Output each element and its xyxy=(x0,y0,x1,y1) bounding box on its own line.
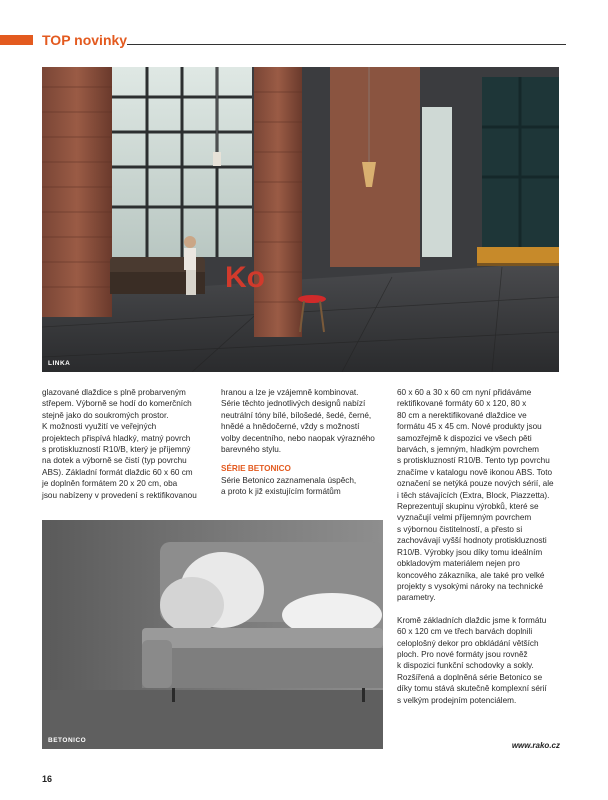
text-line: Rozšířená a doplněná série Betonico se xyxy=(397,672,543,682)
text-line: R10/B. Výrobky jsou díky tomu ideálním xyxy=(397,547,543,557)
text-line: projektech přispívá hladký, matný povrch xyxy=(42,433,191,443)
photo-caption-linka: LINKA xyxy=(48,360,71,367)
column-2-paragraph xyxy=(221,387,383,455)
text-line: Kromě základních dlaždic jsme k formátu xyxy=(397,615,547,625)
text-line: ABS). Základní formát dlaždic 60 x 60 cm xyxy=(42,467,193,477)
text-line: vyznačují velmi příjemným povrchem xyxy=(397,513,532,523)
red-sign-text: Ko xyxy=(225,261,265,294)
text-line: 80 cm a nerektifikované dlaždice ve xyxy=(397,410,527,420)
text-line: parametry. xyxy=(397,593,436,603)
text-line: i těch stávajících (Extra, Block, Piazzetta). xyxy=(397,490,550,500)
loft-interior-photo xyxy=(42,67,559,372)
text-line: s velkým prodejním potenciálem. xyxy=(397,695,517,705)
text-line: celoplošný dekor pro obkládání větších xyxy=(397,638,539,648)
text-line: neutrální tóny bílé, bílošedé, šedé, černé, xyxy=(221,410,372,420)
text-line: volby decentního, nebo naopak výrazného xyxy=(221,433,375,443)
text-line: stejně jako do soukromých prostor. xyxy=(42,410,169,420)
text-line: ploch. Pro nové formáty jsou rovněž xyxy=(397,649,528,659)
text-line: jsou nabízeny v provedení s rektifikovanou xyxy=(42,490,197,500)
header-rule xyxy=(127,44,566,45)
text-line: s výbornou čistitelností, a přesto si xyxy=(397,524,523,534)
text-line: a proto k již existujícím formátům xyxy=(221,487,341,497)
text-column-2 xyxy=(221,387,383,498)
text-line: barevného stylu. xyxy=(221,445,282,455)
section-title: TOP novinky xyxy=(42,32,128,48)
text-line: značíme v katalogu nově ikonou ABS. Toto xyxy=(397,467,553,477)
photo-caption-betonico: BETONICO xyxy=(48,737,87,744)
header-accent-bar xyxy=(0,35,33,45)
text-line: formátu 45 x 45 cm. Nové produkty jsou xyxy=(397,422,542,432)
text-line: s protiskluzností R10/B, který je příjemný xyxy=(42,445,191,455)
text-line: hnědé a hnědočerné, vždy s možností xyxy=(221,422,360,432)
text-line: barvách, s jemným, hladkým povrchem xyxy=(397,445,539,455)
text-line: 60 x 120 cm ve třech barvách doplnili xyxy=(397,627,533,637)
text-line: samozřejmě k dispozici ve všech pěti xyxy=(397,433,532,443)
text-line: k dispozici funkční schodovky a sokly. xyxy=(397,661,534,671)
column-3-paragraph-2 xyxy=(397,615,561,706)
text-line: obkladovým materiálem nejen pro xyxy=(397,559,520,569)
text-line: 60 x 60 a 30 x 60 cm nyní přidáváme xyxy=(397,388,532,397)
text-line: Série těchto jednotlivých designů nabízí xyxy=(221,399,366,409)
text-line: je doplněn formátem 20 x 20 cm, oba xyxy=(42,479,178,489)
text-line: koncového zákazníka, ale také pro velké xyxy=(397,570,545,580)
text-line: Reprezentují skupinu výrobků, které se xyxy=(397,502,539,512)
series-subheading: SÉRIE BETONICO xyxy=(221,464,291,474)
text-line: glazované dlaždice s plně probarveným xyxy=(42,388,186,397)
text-line: zachovávají vyšší hodnoty protiskluznosti xyxy=(397,536,547,546)
column-2-paragraph-betonico xyxy=(221,475,383,498)
text-line: označení se netýká pouze nových sérií, ale xyxy=(397,479,554,489)
text-line: projekty s vysokými nároky na technické xyxy=(397,581,544,591)
column-1-paragraph xyxy=(42,387,210,501)
text-line: rektifikované formáty 60 x 120, 80 x xyxy=(397,399,527,409)
text-line: střepem. Výborně se hodí do komerčních xyxy=(42,399,192,409)
website-link[interactable]: www.rako.cz xyxy=(511,741,560,750)
text-line: K možnosti využití ve veřejných xyxy=(42,422,157,432)
text-line: na dotek a výborně se čistí (typ povrchu xyxy=(42,456,187,466)
text-column-3 xyxy=(397,387,561,706)
text-line: díky tomu stává skutečně komplexní sérií xyxy=(397,684,547,694)
text-line: Série Betonico zaznamenala úspěch, xyxy=(221,475,357,485)
text-column-1 xyxy=(42,387,210,501)
text-line: hranou a lze je vzájemně kombinovat. xyxy=(221,388,359,397)
sofa-photo xyxy=(42,520,383,749)
text-line: s protiskluzností R10/B. Tento typ povrchu xyxy=(397,456,550,466)
column-3-paragraph xyxy=(397,387,561,604)
page-number: 16 xyxy=(42,774,53,784)
